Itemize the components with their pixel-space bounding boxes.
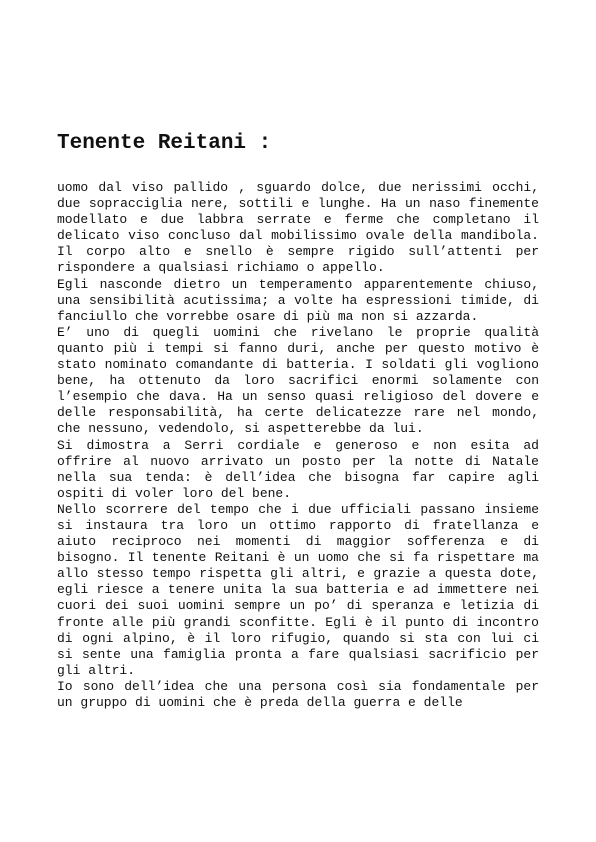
paragraph: uomo dal viso pallido , sguardo dolce, due nerissimi occhi, due sopracciglia nere, sottili e lunghe. Ha un naso finemente modellato e due labbra serrate e ferme che completano il delicato viso concluso dal mobilissimo ovale della mandibola. Il corpo alto e snello è sempre rigido sull’attenti per rispondere a qualsiasi richiamo o appello. xyxy=(57,180,539,276)
paragraph-last: Io sono dell’idea che una persona così sia fondamentale per un gruppo di uomini che è preda della guerra e delle xyxy=(57,678,539,710)
paragraph: E’ uno di quegli uomini che rivelano le proprie qualità quanto più i tempi si fanno duri, anche per questo motivo è stato nominato comandante di batteria. I soldati gli vogliono bene, ha ottenuto da loro sacrifici enormi solamente con l’esempio che dava. Ha un senso quasi religioso del dovere e delle responsabilità, ha certe delicatezze rare nel mondo, che nessuno, vedendolo, si aspetterebbe da lui. xyxy=(57,324,539,437)
paragraph: Nello scorrere del tempo che i due ufficiali passano insieme si instaura tra loro un ottimo rapporto di fratellanza e aiuto reciproco nei momenti di maggior sofferenza e di bisogno. Il tenente Reitani è un uomo che si fa rispettare ma allo stesso tempo rispetta gli altri, e grazie a questa dote, egli riesce a tenere unita la sua batteria e ad immettere nei cuori dei suoi uomini sempre un po’ di speranza e letizia di fronte alle più grandi sconfitte. Egli è il punto di incontro di ogni alpino, è il loro rifugio, quando si sta con lui ci si sente una famiglia pronta a fare qualsiasi sacrificio per gli altri. xyxy=(57,501,539,678)
paragraph: Egli nasconde dietro un temperamento apparentemente chiuso, una sensibilità acutissima; a volte ha espressioni timide, di fanciullo che vorrebbe osare di più ma non si azzarda. xyxy=(57,276,539,324)
section-heading: Tenente Reitani : xyxy=(57,132,272,155)
body-text xyxy=(57,180,539,711)
paragraph: Si dimostra a Serri cordiale e generoso e non esita ad offrire al nuovo arrivato un posto per la notte di Natale nella sua tenda: è dell’idea che bisogna far capire agli ospiti di voler loro del bene. xyxy=(57,437,539,501)
